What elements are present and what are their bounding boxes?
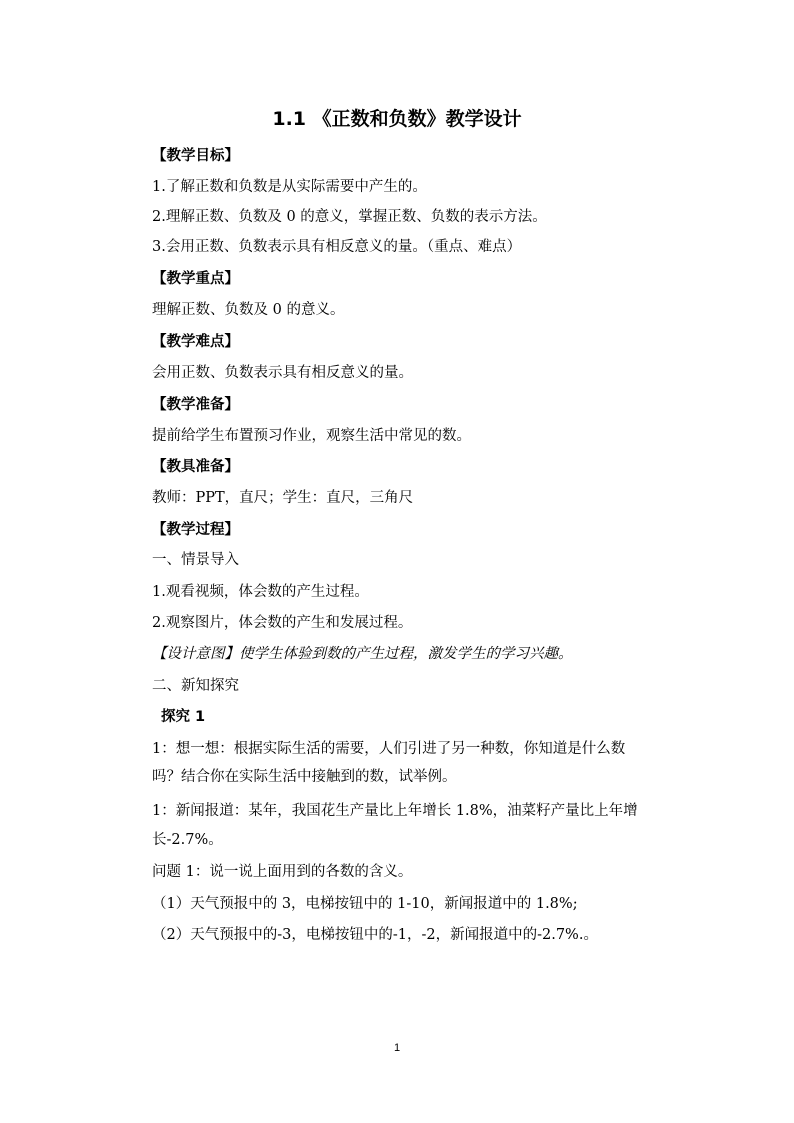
part2-title: 二、新知探究 — [152, 678, 239, 694]
preparation-heading: 【教学准备】 — [152, 397, 239, 413]
objective-item-3: 3.会用正数、负数表示具有相反意义的量。（重点、难点） — [152, 239, 522, 255]
key-points-text: 理解正数、负数及 0 的意义。 — [152, 302, 345, 318]
part1-title: 一、情景导入 — [152, 552, 239, 568]
page-number: 1 — [393, 1042, 401, 1054]
objectives-heading: 【教学目标】 — [152, 148, 239, 164]
answer-2: （2）天气预报中的-3，电梯按钮中的-1，-2，新闻报道中的-2.7%.。 — [152, 927, 598, 943]
objective-item-1: 1.了解正数和负数是从实际需要中产生的。 — [152, 179, 427, 195]
answer-1: （1）天气预报中的 3，电梯按钮中的 1-10，新闻报道中的 1.8%; — [152, 896, 578, 912]
preparation-text: 提前给学生布置预习作业，观察生活中常见的数。 — [152, 428, 471, 444]
process-heading: 【教学过程】 — [152, 522, 239, 538]
part1-item-2: 2.观察图片，体会数的产生和发展过程。 — [152, 615, 413, 631]
design-intent: 【设计意图】使学生体验到数的产生过程，激发学生的学习兴趣。 — [152, 646, 573, 662]
part1-item-1: 1.观看视频，体会数的产生过程。 — [152, 584, 369, 600]
news-line-2: 长-2.7%。 — [152, 832, 223, 848]
key-points-heading: 【教学重点】 — [152, 271, 239, 287]
news-line-1: 1：新闻报道：某年，我国花生产量比上年增长 1.8%，油菜籽产量比上年增 — [152, 803, 638, 819]
explore1-title: 探究 1 — [161, 709, 206, 725]
tools-text: 教师：PPT，直尺；学生：直尺，三角尺 — [152, 490, 414, 506]
page-title: 1.1 《正数和负数》教学设计 — [272, 108, 522, 130]
difficulties-text: 会用正数、负数表示具有相反意义的量。 — [152, 365, 413, 381]
think-line-2: 吗？结合你在实际生活中接触到的数，试举例。 — [152, 769, 457, 785]
think-line-1: 1：想一想：根据实际生活的需要，人们引进了另一种数，你知道是什么数 — [152, 741, 626, 757]
tools-heading: 【教具准备】 — [152, 459, 239, 475]
difficulties-heading: 【教学难点】 — [152, 334, 239, 350]
objective-item-2: 2.理解正数、负数及 0 的意义，掌握正数、负数的表示方法。 — [152, 209, 547, 225]
question-1: 问题 1：说一说上面用到的各数的含义。 — [152, 864, 413, 880]
